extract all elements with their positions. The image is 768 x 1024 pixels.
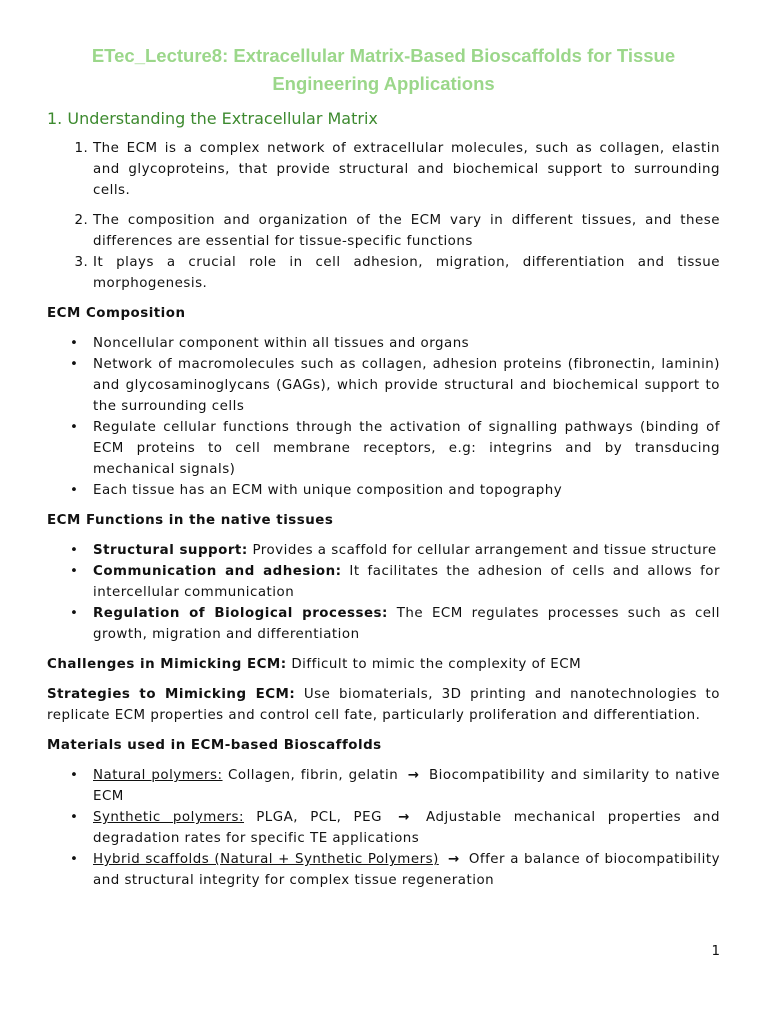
document-title: ETec_Lecture8: Extracellular Matrix-Based Bioscaffolds for Tissue Engineering Applications [91,45,676,94]
item-text: Provides a scaffold for cellular arrangement and tissue structure [247,543,717,558]
list-item: • Regulate cellular functions through the activation of signalling pathways (binding of ECM proteins to cell membrane receptors, e.g: integrins and by transducing mechanical signals) [93,417,720,480]
page-number: 1 [711,944,720,959]
item-label: Communication and adhesion: [93,564,342,579]
list-item: 1. The ECM is a complex network of extracellular molecules, such as collagen, elastin and glycoproteins, that provide structural and biochemical support to surrounding cells. [93,138,720,201]
arrow-right-icon: → [398,810,410,825]
materials-heading: Materials used in ECM-based Bioscaffolds [47,738,382,753]
item-text: Biocompatibility and similarity to native ECM [93,768,720,804]
list-item [93,561,720,603]
arrow-right-icon: → [407,768,420,783]
item-text: Collagen, fibrin, gelatin [222,768,404,783]
list-item [93,849,720,891]
list-item: 2. The composition and organization of the ECM vary in different tissues, and these differences are essential for tissue-specific functions [93,210,720,252]
challenges-label: Challenges in Mimicking ECM: [47,657,287,672]
strategies-label: Strategies to Mimicking ECM: [47,687,296,702]
list-item [93,765,720,807]
arrow-right-icon: → [447,852,460,867]
section-heading: 1. Understanding the Extracellular Matrix [47,109,378,128]
list-item: • Each tissue has an ECM with unique composition and topography [93,480,720,501]
strategies-paragraph [47,684,720,726]
list-item [93,807,720,849]
item-label: Natural polymers: [93,768,223,783]
item-text: It facilitates the adhesion of cells and allows for intercellular communication [93,564,720,600]
item-label: Regulation of Biological processes: [93,606,388,621]
item-label: Hybrid scaffolds (Natural + Synthetic Polymers) [93,852,439,867]
item-text: PLGA, PCL, PEG [244,810,395,825]
composition-list [47,333,720,501]
item-text: Offer a balance of biocompatibility and structural integrity for complex tissue regeneration [93,852,720,888]
strategies-text: Use biomaterials, 3D printing and nanotechnologies to replicate ECM properties and control cell fate, particularly proliferation and differentiation. [47,687,720,723]
functions-list [47,540,720,645]
list-item: • Noncellular component within all tissues and organs [93,333,720,354]
document-page [47,42,720,891]
item-text: The ECM regulates processes such as cell growth, migration and differentiation [93,606,720,642]
composition-heading: ECM Composition [47,306,186,321]
challenges-paragraph [47,654,720,675]
item-text [439,852,444,867]
list-item: 3. It plays a crucial role in cell adhesion, migration, differentiation and tissue morphogenesis. [93,252,720,294]
functions-heading: ECM Functions in the native tissues [47,513,334,528]
list-item [93,603,720,645]
list-item: • Network of macromolecules such as collagen, adhesion proteins (fibronectin, laminin) and glycosaminoglycans (GAGs), which provide structural and biochemical support to the surrounding cells [93,354,720,417]
list-item [93,540,720,561]
materials-list [47,765,720,891]
challenges-text: Difficult to mimic the complexity of ECM [286,657,582,672]
item-label: Synthetic polymers: [93,810,245,825]
item-text: Adjustable mechanical properties and degradation rates for specific TE applications [93,810,720,846]
item-label: Structural support: [93,543,248,558]
ecm-overview-list [47,138,720,294]
